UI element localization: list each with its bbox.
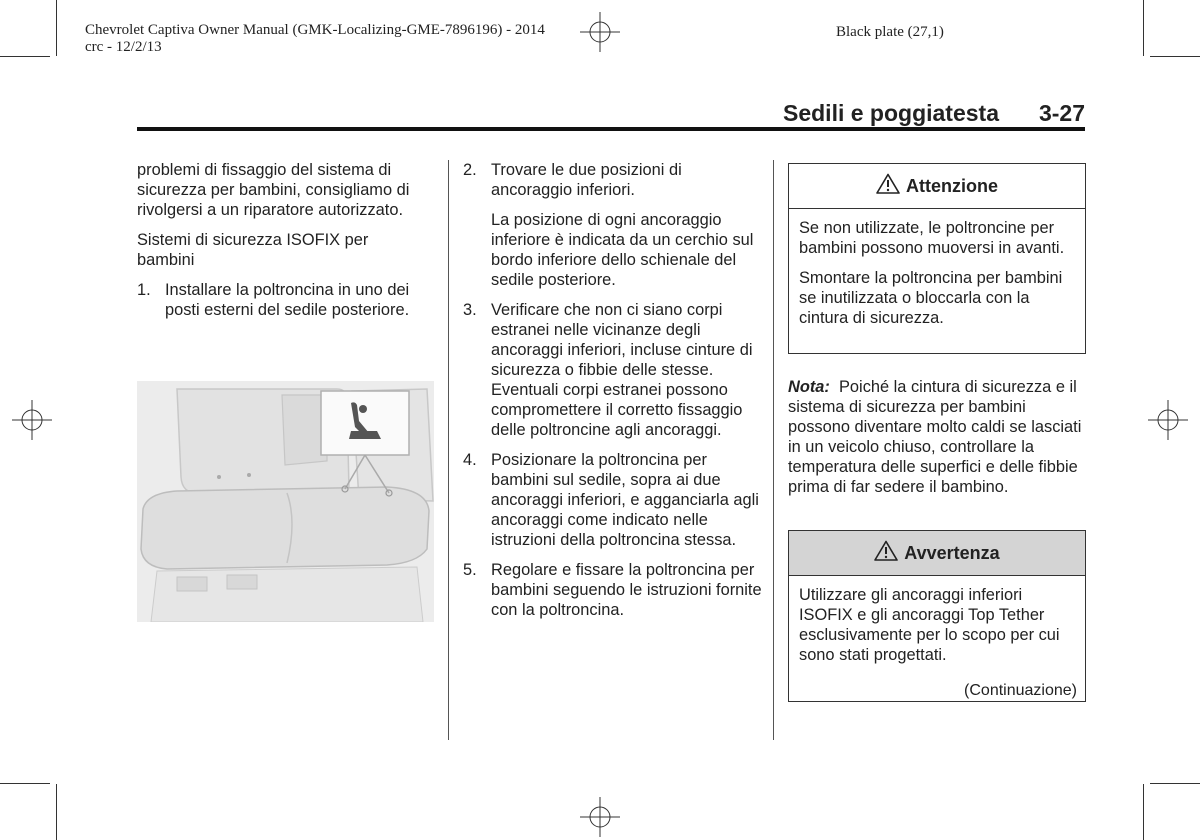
- list-text: Verificare che non ci siano corpi estranei nelle vicinanze degli ancoraggi inferiori, incluse cinture di sicurezza o fibbie delle stesse. Eventuali corpi estranei possono compromettere il corretto fissaggio delle poltroncine agli ancoraggi.: [491, 301, 753, 439]
- warning-body: [789, 576, 1085, 673]
- continued-label: (Continuazione): [964, 682, 1077, 699]
- black-plate-label: Black plate (27,1): [836, 24, 944, 40]
- warning-triangle-icon: [874, 540, 898, 561]
- caution-box: [788, 163, 1086, 354]
- rear-seat-isofix-illustration: [137, 381, 434, 622]
- caution-paragraph: Smontare la poltroncina per bambini se inutilizzata o bloccarla con la cintura di sicurezza.: [799, 269, 1063, 327]
- column-divider-1: [448, 160, 449, 740]
- registration-mark-bottom: [580, 797, 620, 837]
- caution-header: [789, 164, 1085, 209]
- column-divider-2: [773, 160, 774, 740]
- list-text: Trovare le due posizioni di ancoraggio inferiori.: [491, 161, 682, 199]
- list-sub-paragraph: La posizione di ogni ancoraggio inferiore è indicata da un cerchio sul bordo inferiore dello schienale del sedile posteriore.: [491, 211, 754, 289]
- warning-title: Avvertenza: [904, 543, 1000, 563]
- crop-mark-top-left-v: [56, 0, 57, 56]
- column-2: [463, 160, 763, 630]
- caution-body: [789, 209, 1085, 336]
- header-rule: [137, 127, 1085, 131]
- list-text: Regolare e fissare la poltroncina per bambini seguendo le istruzioni fornite con la poltroncina.: [491, 561, 762, 619]
- registration-mark-top: [580, 12, 620, 52]
- running-header: [137, 100, 1085, 130]
- list-item: [463, 560, 763, 620]
- registration-mark-right: [1148, 400, 1188, 440]
- page-number: 3-27: [1038, 100, 1085, 126]
- section-title: Sedili e poggiatesta: [783, 100, 999, 126]
- warning-triangle-icon: [876, 173, 900, 194]
- list-item: [137, 280, 427, 320]
- list-number: 4.: [463, 451, 477, 469]
- note-label: Nota:: [788, 378, 830, 396]
- crop-mark-top-right-v: [1143, 0, 1144, 56]
- crop-mark-bottom-right-v: [1143, 784, 1144, 840]
- crop-mark-top-left-h: [0, 56, 50, 57]
- crop-mark-top-right-h: [1150, 56, 1200, 57]
- crop-mark-bottom-left-v: [56, 784, 57, 840]
- list-number: 3.: [463, 301, 477, 319]
- caution-title: Attenzione: [906, 176, 998, 196]
- rear-seat-illustration: [137, 381, 434, 622]
- list-item: [463, 450, 763, 550]
- subheading-isofix: Sistemi di sicurezza ISOFIX per bambini: [137, 231, 369, 269]
- warning-header: [789, 531, 1085, 576]
- crop-mark-bottom-right-h: [1150, 783, 1200, 784]
- crop-mark-bottom-left-h: [0, 783, 50, 784]
- column-1: [137, 160, 427, 330]
- registration-mark-left: [12, 400, 52, 440]
- plate-info-line-1: Chevrolet Captiva Owner Manual (GMK-Localizing-GME-7896196) - 2014: [85, 22, 545, 38]
- paragraph: problemi di fissaggio del sistema di sicurezza per bambini, consigliamo di rivolgersi a un riparatore autorizzato.: [137, 161, 410, 219]
- list-item: [463, 160, 763, 200]
- warning-box: [788, 530, 1086, 702]
- list-number: 1.: [137, 281, 151, 299]
- warning-paragraph: Utilizzare gli ancoraggi inferiori ISOFIX e gli ancoraggi Top Tether esclusivamente per lo scopo per cui sono stati progettati.: [799, 586, 1060, 664]
- caution-paragraph: Se non utilizzate, le poltroncine per bambini possono muoversi in avanti.: [799, 219, 1065, 257]
- list-number: 2.: [463, 161, 477, 179]
- note-paragraph: [788, 377, 1088, 497]
- list-number: 5.: [463, 561, 477, 579]
- list-item: [463, 300, 763, 440]
- list-text: Posizionare la poltroncina per bambini sul sedile, sopra ai due ancoraggi inferiori, e agganciarla agli ancoraggi come indicato nelle istruzioni della poltroncina stessa.: [491, 451, 759, 549]
- note-text: Poiché la cintura di sicurezza e il sistema di sicurezza per bambini possono diventare molto caldi se lasciati in un veicolo chiuso, controllare la temperatura delle superfici e delle fibbie prima di far sedere il bambino.: [788, 378, 1082, 496]
- list-text: Installare la poltroncina in uno dei posti esterni del sedile posteriore.: [165, 281, 410, 319]
- plate-info-line-2: crc - 12/2/13: [85, 39, 162, 55]
